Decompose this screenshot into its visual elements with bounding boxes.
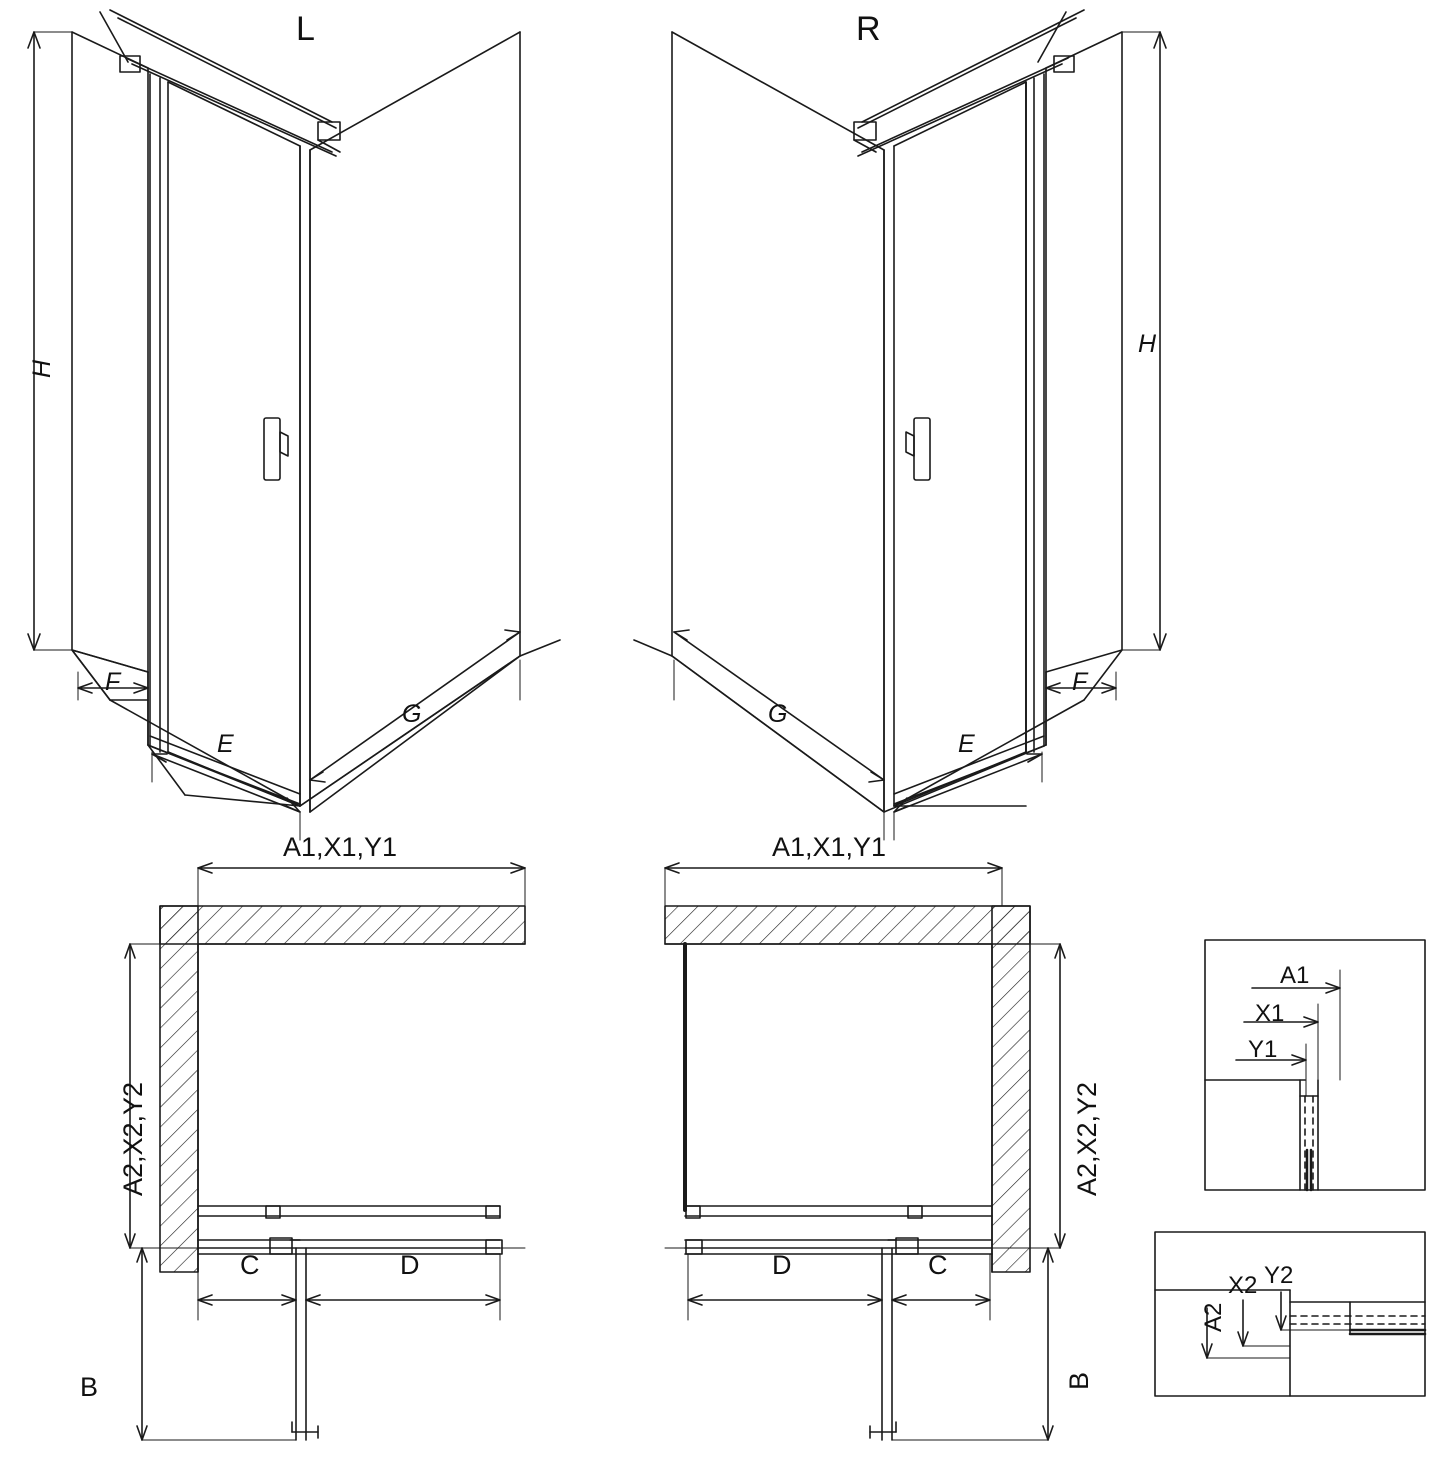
detail-top-label-x1: X1 (1255, 1000, 1285, 1027)
iso-left-label-e: E (217, 730, 234, 758)
plan-left-label-d: D (400, 1250, 420, 1280)
detail-view-bottom (1155, 1232, 1425, 1396)
iso-right-label-e: E (958, 730, 975, 758)
plan-right-label-b: B (1064, 1371, 1094, 1390)
plan-right-label-c: C (928, 1250, 948, 1280)
iso-left-label-f: F (105, 668, 121, 696)
title-left: L (296, 10, 315, 48)
plan-right-side-dim-label: A2,X2,Y2 (1072, 1081, 1102, 1196)
detail-bottom-label-x2: X2 (1228, 1272, 1258, 1299)
plan-left-label-b: B (80, 1372, 99, 1402)
iso-right-height-label: H (1138, 330, 1157, 358)
iso-right-label-f: F (1072, 668, 1088, 696)
title-right: R (856, 10, 881, 48)
detail-top-label-y1: Y1 (1248, 1036, 1278, 1063)
plan-left-label-c: C (240, 1250, 260, 1280)
plan-view-right (665, 906, 1030, 1440)
plan-left-top-dim-label: A1,X1,Y1 (283, 832, 398, 862)
iso-view-right (634, 10, 1122, 812)
detail-bottom-label-y2: Y2 (1264, 1262, 1294, 1289)
plan-right-top-dim-label: A1,X1,Y1 (772, 832, 887, 862)
iso-view-left (72, 10, 560, 812)
iso-left-label-g: G (402, 700, 422, 728)
plan-view-left (160, 906, 525, 1440)
dimension-bottom-right (674, 630, 1116, 840)
plan-left-side-dim-label: A2,X2,Y2 (118, 1081, 148, 1196)
detail-view-top (1205, 940, 1425, 1190)
iso-right-label-g: G (768, 700, 788, 728)
plan-right-label-d: D (772, 1250, 792, 1280)
iso-left-height-label: H (28, 359, 56, 378)
dimension-height-left (28, 32, 72, 650)
detail-top-label-a1: A1 (1280, 962, 1310, 989)
detail-bottom-label-a2: A2 (1200, 1302, 1227, 1332)
